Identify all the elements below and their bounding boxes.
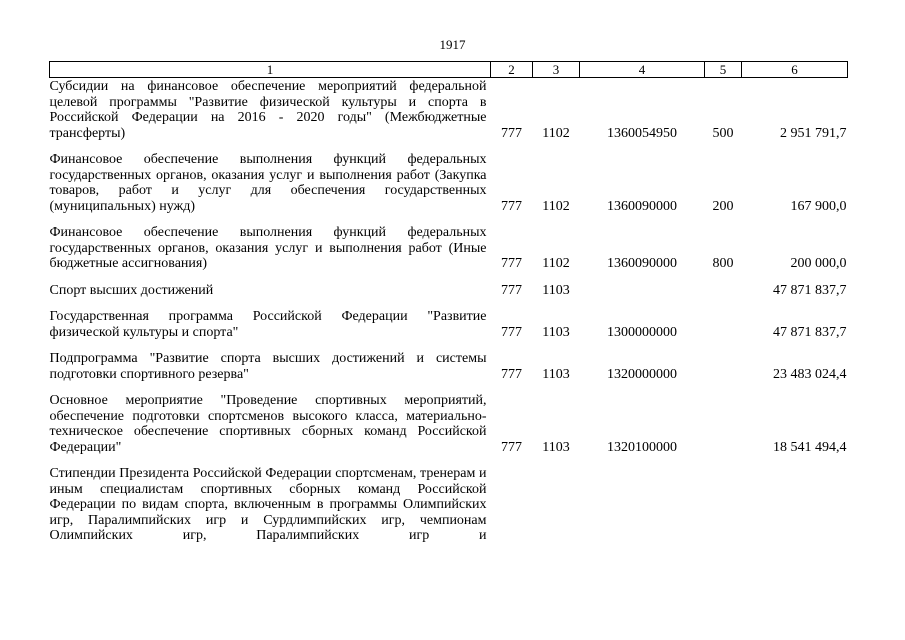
row-section: 1102 bbox=[542, 125, 570, 141]
row-name: Подпрограмма "Развитие спорта высших достижений и системы подготовки спортивного резерва" bbox=[49, 351, 487, 382]
row-name: Основное мероприятие "Проведение спортивных мероприятий, обеспечение подготовки спортсменов высокого класса, материально-техническое обеспечение спортивных сборных команд Российской Федерации" bbox=[49, 393, 487, 455]
column-number-3: 3 bbox=[533, 62, 580, 78]
row-expense-type: 500 bbox=[712, 125, 734, 141]
row-section: 1103 bbox=[542, 439, 570, 455]
row-ministry: 777 bbox=[501, 256, 522, 271]
table-row bbox=[50, 272, 848, 299]
row-name: Спорт высших достижений bbox=[49, 282, 214, 298]
row-expense-type: 200 bbox=[712, 198, 734, 214]
row-ministry: 777 bbox=[501, 198, 522, 214]
table-row bbox=[50, 78, 848, 142]
row-amount: 2 951 791,7 bbox=[780, 125, 847, 141]
row-ministry: 777 bbox=[501, 366, 522, 382]
row-target-item bbox=[580, 455, 705, 544]
row-target-item: 1360054950 bbox=[607, 125, 677, 141]
table-row bbox=[50, 455, 848, 544]
column-number-5: 5 bbox=[705, 62, 742, 78]
row-expense-type: 800 bbox=[712, 256, 734, 271]
row-name: Финансовое обеспечение выполнения функций федеральных государственных органов, оказания услуг и выполнения работ (Иные бюджетные ассигнования) bbox=[49, 225, 487, 271]
row-name: Субсидии на финансовое обеспечение мероприятий федеральной целевой программы "Развитие физической культуры и спорта в Российской Федерации на 2016 - 2020 годы" (Межбюджетные трансферты) bbox=[49, 79, 487, 141]
row-amount: 47 871 837,7 bbox=[773, 282, 847, 298]
row-expense-type bbox=[705, 298, 742, 340]
row-ministry: 777 bbox=[501, 282, 522, 298]
row-amount: 200 000,0 bbox=[790, 256, 847, 271]
row-section: 1102 bbox=[542, 198, 570, 214]
row-target-item: 1360090000 bbox=[607, 198, 677, 214]
row-section: 1103 bbox=[542, 324, 570, 340]
table-row bbox=[50, 214, 848, 272]
row-section: 1103 bbox=[542, 282, 570, 298]
row-target-item: 1300000000 bbox=[607, 324, 677, 340]
table-header bbox=[50, 62, 848, 78]
column-number-6: 6 bbox=[742, 62, 848, 78]
table-body bbox=[50, 78, 848, 544]
table-row bbox=[50, 382, 848, 455]
column-number-4: 4 bbox=[580, 62, 705, 78]
row-target-item bbox=[580, 272, 705, 299]
row-amount: 18 541 494,4 bbox=[773, 439, 847, 455]
row-amount: 167 900,0 bbox=[790, 198, 847, 214]
row-ministry: 777 bbox=[501, 439, 522, 455]
row-expense-type bbox=[705, 340, 742, 382]
row-ministry bbox=[491, 455, 533, 544]
column-number-row bbox=[50, 62, 848, 78]
row-section bbox=[533, 455, 580, 544]
row-name: Финансовое обеспечение выполнения функций федеральных государственных органов, оказания услуг и выполнения работ (Закупка товаров, работ и услуг для обеспечения государственных (муниципальных) нужд) bbox=[49, 152, 487, 214]
row-ministry: 777 bbox=[501, 125, 522, 141]
row-target-item: 1320000000 bbox=[607, 366, 677, 382]
page-number: 1917 bbox=[439, 37, 466, 52]
column-number-2: 2 bbox=[491, 62, 533, 78]
row-target-item: 1320100000 bbox=[607, 439, 677, 455]
row-name: Государственная программа Российской Федерации "Развитие физической культуры и спорта" bbox=[49, 309, 487, 340]
row-amount: 23 483 024,4 bbox=[773, 366, 847, 382]
row-expense-type bbox=[705, 382, 742, 455]
budget-table bbox=[49, 61, 848, 544]
table-row bbox=[50, 340, 848, 382]
table-row bbox=[50, 298, 848, 340]
row-amount: 47 871 837,7 bbox=[773, 324, 847, 340]
row-section: 1102 bbox=[542, 256, 570, 271]
row-target-item: 1360090000 bbox=[607, 256, 677, 271]
row-ministry: 777 bbox=[501, 324, 522, 340]
table-row bbox=[50, 141, 848, 214]
row-name: Стипендии Президента Российской Федерации спортсменам, тренерам и иным специалистам спортивных сборных команд Российской Федерации по видам спорта, включенным в программы Олимпийских игр, Паралимпийских игр и Сурдлимпийских игр, чемпионам Олимпийских игр, Паралимпийских игр и bbox=[49, 466, 487, 543]
row-expense-type bbox=[705, 272, 742, 299]
row-expense-type bbox=[705, 455, 742, 544]
row-amount bbox=[742, 455, 848, 544]
column-number-1: 1 bbox=[50, 62, 491, 78]
row-section: 1103 bbox=[542, 366, 570, 382]
